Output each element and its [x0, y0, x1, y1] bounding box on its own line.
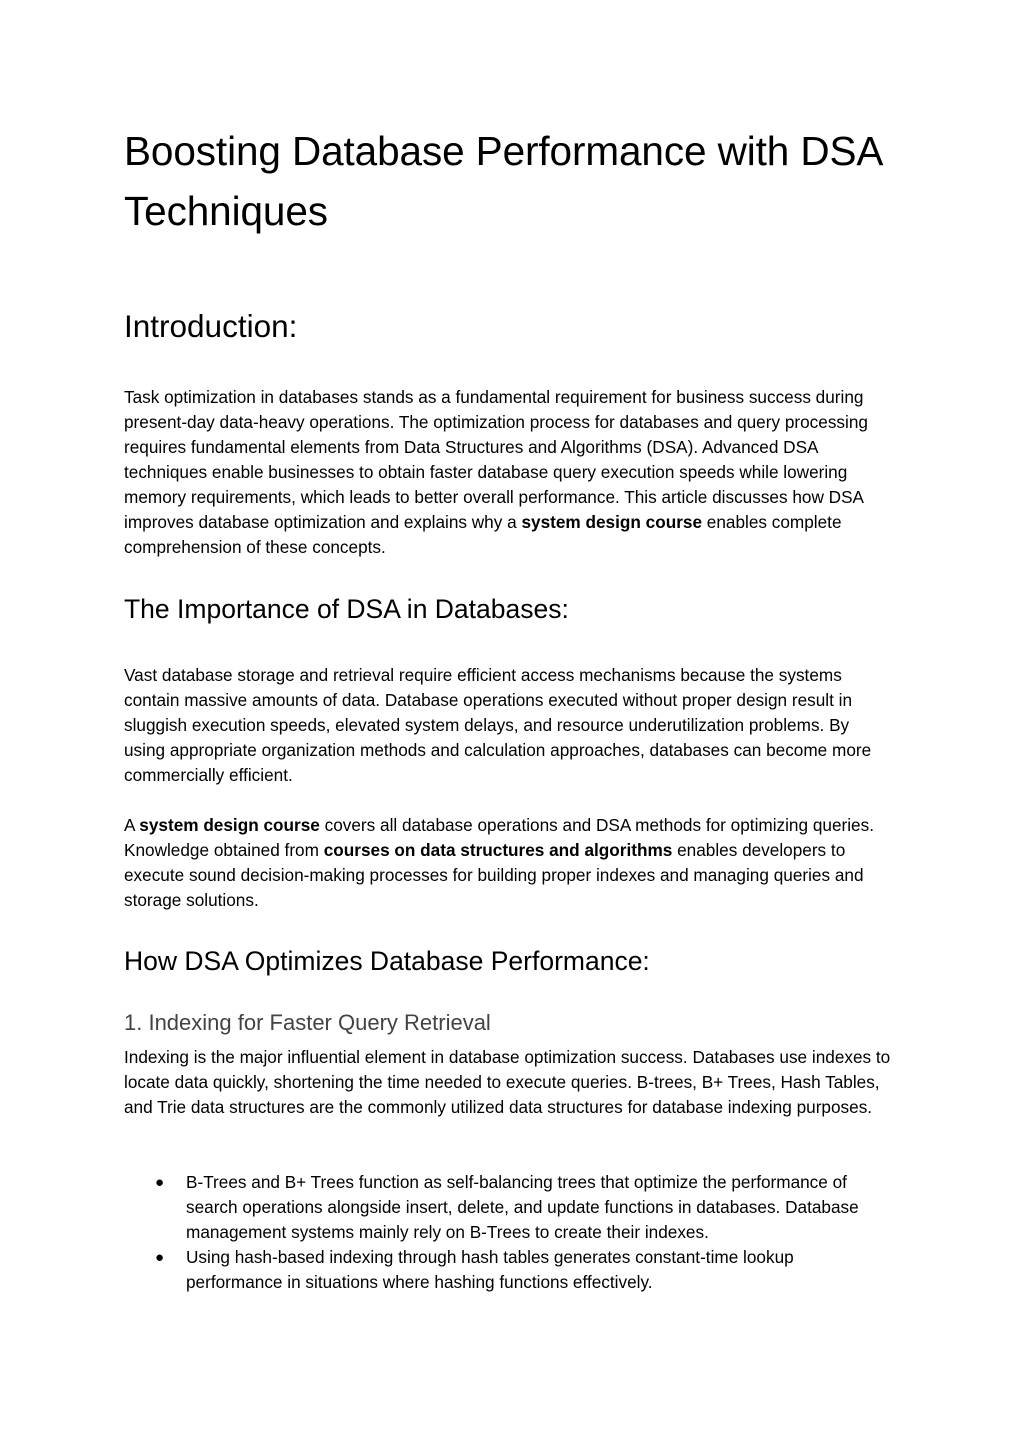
text-run: A: [124, 815, 140, 835]
indexing-paragraph: Indexing is the major influential element in database optimization success. Databases use indexes to locate data quickly, shortening the time needed to execute queries. B-trees, B+ Trees, Hash Tables, and Trie data structures are the commonly utilized data structures for database indexing purposes.: [124, 1047, 891, 1117]
bullet-item-btrees: [124, 1170, 894, 1245]
bullet-icon: ●: [155, 1249, 165, 1266]
text-run: enables developers to execute sound decision-making processes for building proper indexes and managing queries and storage solutions.: [124, 840, 864, 910]
text-run: Task optimization in databases stands as a fundamental requirement for business success during present-day data-heavy operations. The optimization process for databases and query processing requires fundamental elements from Data Structures and Algorithms (DSA). Advanced DSA techniques enable businesses to obtain faster database query execution speeds while lowering memory requirements, which leads to better overall performance. This article discusses how DSA improves database optimization and explains why a: [124, 387, 868, 532]
section-heading-introduction: Introduction:: [124, 308, 298, 344]
importance-paragraph-2: [124, 813, 894, 913]
bullet-icon: ●: [155, 1174, 165, 1191]
bold-text-run: system design course: [139, 815, 320, 835]
text-run: covers all database operations and DSA methods for optimizing queries. Knowledge obtained from: [124, 815, 874, 860]
bullet-item-hash: [124, 1245, 894, 1295]
bold-text-run: courses on data structures and algorithms: [323, 840, 673, 860]
text-run: enables complete comprehension of these concepts.: [124, 512, 842, 557]
subsection-heading-indexing: 1. Indexing for Faster Query Retrieval: [124, 1010, 491, 1035]
introduction-paragraph: [124, 385, 894, 560]
importance-paragraph-1: Vast database storage and retrieval require efficient access mechanisms because the systems contain massive amounts of data. Database operations executed without proper design result in sluggish execution speeds, elevated system delays, and resource underutilization problems. By using appropriate organization methods and calculation approaches, databases can become more commercially efficient.: [124, 665, 872, 785]
section-heading-importance: The Importance of DSA in Databases:: [124, 594, 569, 624]
bullet-text: Using hash-based indexing through hash tables generates constant-time lookup performance in situations where hashing functions effectively.: [186, 1247, 794, 1292]
section-heading-optimizes: How DSA Optimizes Database Performance:: [124, 946, 650, 976]
bold-text-run: system design course: [521, 512, 702, 532]
bullet-text: B-Trees and B+ Trees function as self-balancing trees that optimize the performance of search operations alongside insert, delete, and update functions in databases. Database management systems mainly rely on B-Trees to create their indexes.: [186, 1172, 859, 1242]
document-title: Boosting Database Performance with DSA Techniques: [124, 128, 882, 234]
indexing-bullet-list: [124, 1170, 894, 1295]
